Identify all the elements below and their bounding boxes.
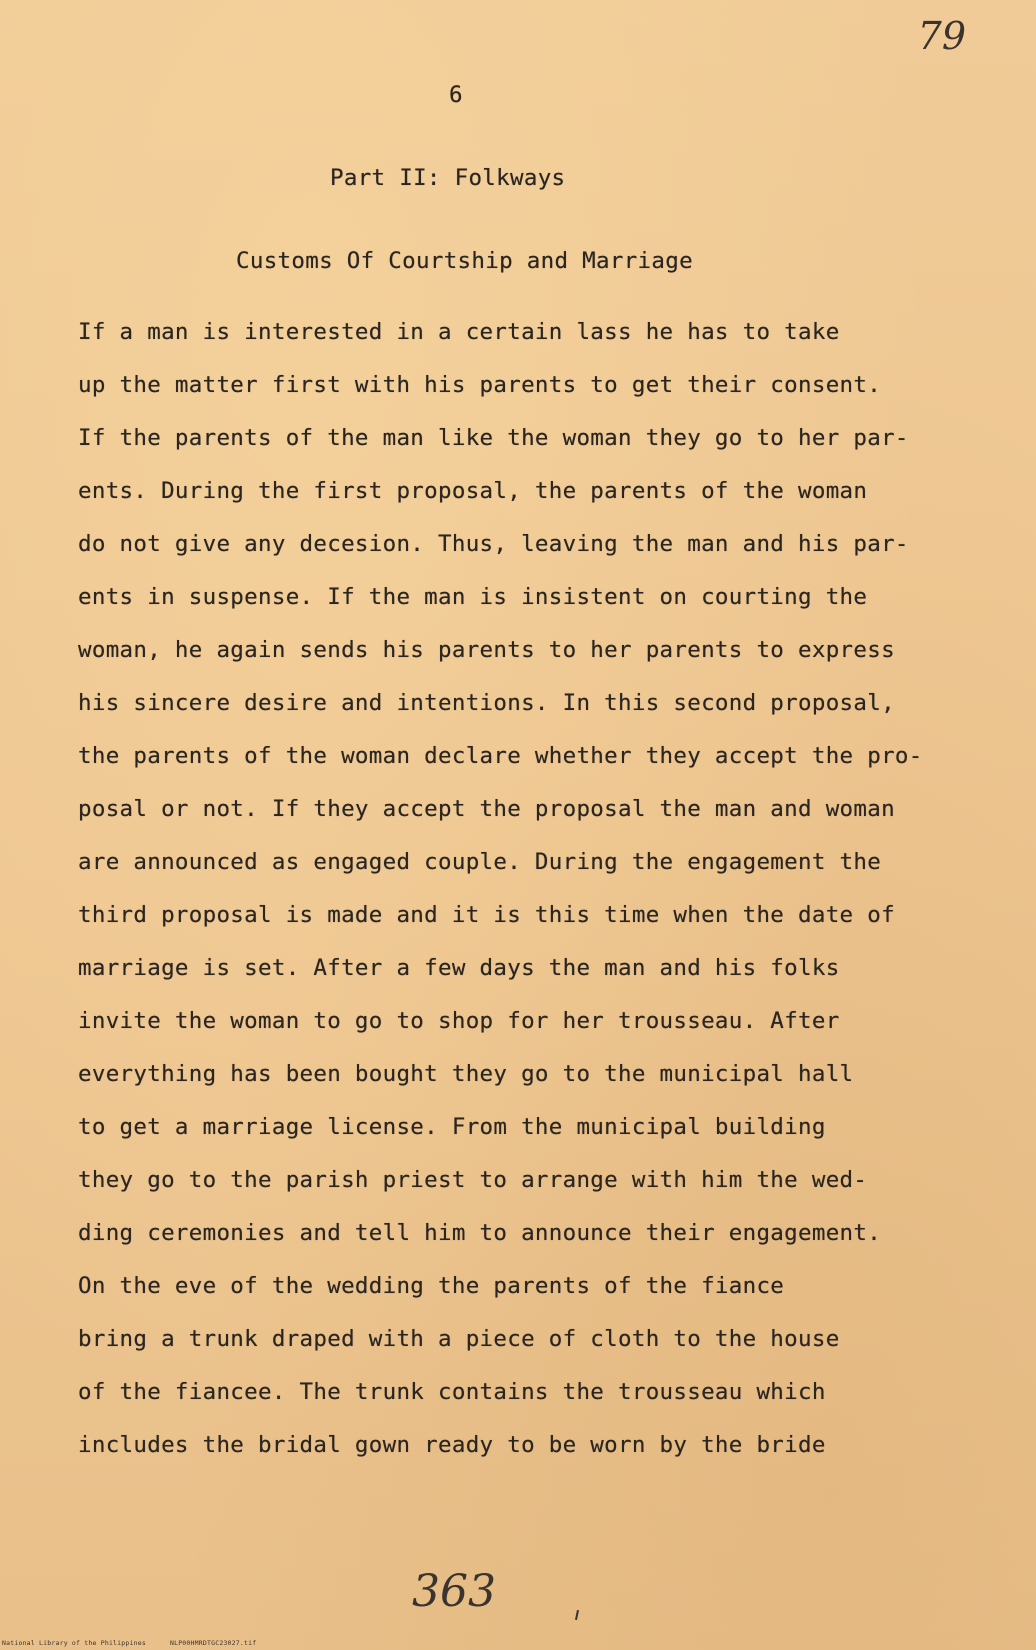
body-line: invite the woman to go to shop for her trousseau. After: [78, 1008, 840, 1034]
subheading: Customs Of Courtship and Marriage: [236, 248, 693, 274]
body-line: the parents of the woman declare whether they accept the pro-: [78, 743, 923, 769]
body-line: marriage is set. After a few days the man and his folks: [78, 955, 840, 981]
body-line: are announced as engaged couple. During the engagement the: [78, 849, 882, 875]
body-line: do not give any decesion. Thus, leaving the man and his par-: [78, 531, 909, 557]
body-line: On the eve of the wedding the parents of the fiance: [78, 1273, 785, 1299]
body-line: to get a marriage license. From the municipal building: [78, 1114, 826, 1140]
body-line: ding ceremonies and tell him to announce their engagement.: [78, 1220, 882, 1246]
body-line: bring a trunk draped with a piece of cloth to the house: [78, 1326, 840, 1352]
page-number: 6: [449, 82, 463, 108]
folio-number: 79: [917, 14, 966, 58]
body-line: If a man is interested in a certain lass he has to take: [78, 319, 840, 345]
body-line: If the parents of the man like the woman they go to her par-: [78, 425, 909, 451]
body-line: includes the bridal gown ready to be worn by the bride: [78, 1432, 826, 1458]
body-line: third proposal is made and it is this time when the date of: [78, 902, 895, 928]
body-line: posal or not. If they accept the proposal the man and woman: [78, 796, 895, 822]
handwritten-page-number: 363: [412, 1566, 496, 1617]
body-line: his sincere desire and intentions. In this second proposal,: [78, 690, 895, 716]
pen-mark: [575, 1610, 579, 1620]
body-line: everything has been bought they go to the municipal hall: [78, 1061, 854, 1087]
archive-footer: [2, 1639, 280, 1647]
archive-file-id: NLP00HMRDTGC23027.tif: [169, 1639, 257, 1647]
body-line: up the matter first with his parents to get their consent.: [78, 372, 882, 398]
section-heading: Part II: Folkways: [330, 165, 566, 191]
body-line: they go to the parish priest to arrange with him the wed-: [78, 1167, 868, 1193]
body-line: ents in suspense. If the man is insistent on courting the: [78, 584, 868, 610]
body-line: woman, he again sends his parents to her parents to express: [78, 637, 895, 663]
body-line: ents. During the first proposal, the parents of the woman: [78, 478, 868, 504]
archive-institution: National Library of the Philippines: [2, 1639, 146, 1647]
body-line: of the fiancee. The trunk contains the trousseau which: [78, 1379, 826, 1405]
